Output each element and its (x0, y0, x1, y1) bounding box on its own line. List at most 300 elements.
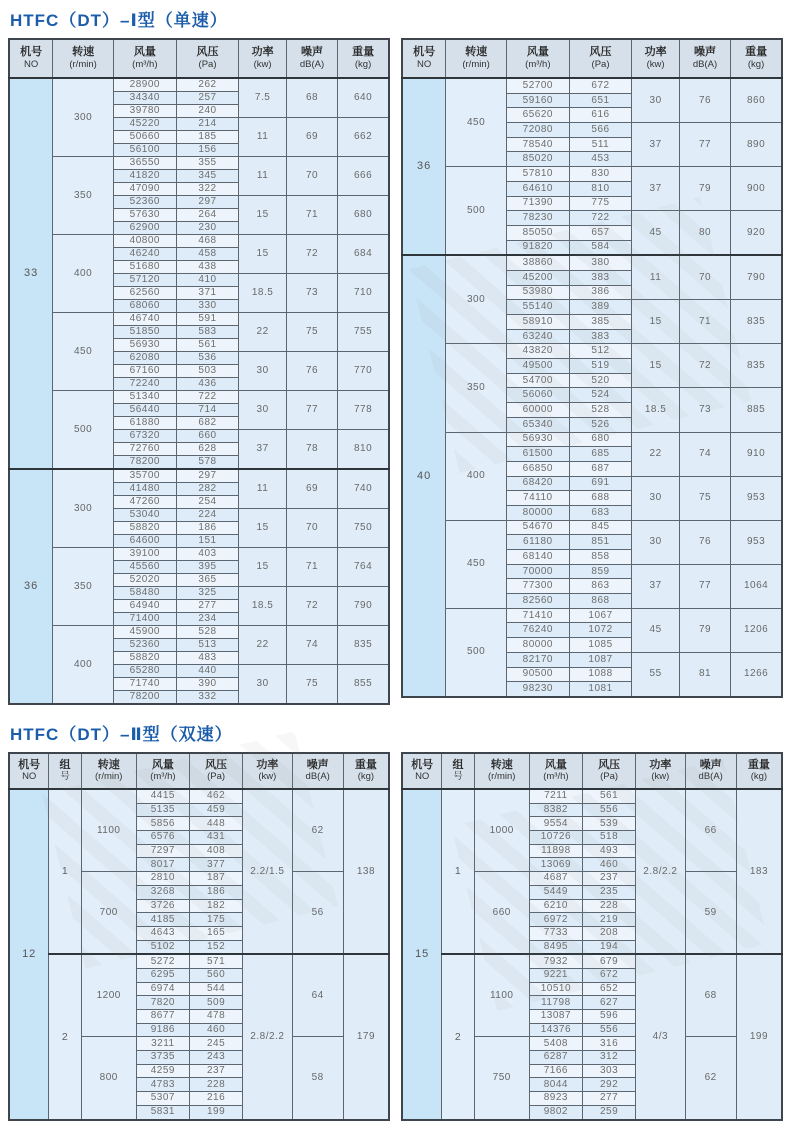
flow-cell: 45220 (113, 118, 176, 131)
column-header (9, 39, 53, 78)
column-header-name: 风压 (205, 758, 228, 771)
power-cell: 30 (632, 476, 680, 520)
noise-cell: 79 (679, 167, 730, 211)
pressure-cell: 187 (189, 872, 242, 886)
flow-cell: 53040 (113, 509, 176, 522)
column-header-name: 转速 (490, 758, 513, 771)
pressure-cell: 722 (176, 391, 239, 404)
column-header-name: 噪声 (699, 758, 722, 771)
flow-cell: 4687 (529, 872, 582, 886)
pressure-cell: 584 (569, 240, 632, 255)
pressure-cell: 228 (582, 899, 635, 913)
weight-cell: 770 (338, 352, 389, 391)
pressure-cell: 685 (569, 447, 632, 462)
noise-cell: 74 (679, 432, 730, 476)
flow-cell: 11798 (529, 996, 582, 1010)
pressure-cell: 371 (176, 287, 239, 300)
pressure-cell: 259 (582, 1105, 635, 1119)
noise-cell: 73 (286, 274, 337, 313)
double-speed-table-left (8, 752, 390, 1121)
weight-cell: 199 (736, 954, 782, 1119)
noise-cell: 76 (286, 352, 337, 391)
flow-cell: 56440 (113, 404, 176, 417)
flow-cell: 51680 (113, 261, 176, 274)
speed-cell: 450 (446, 78, 507, 167)
noise-cell: 78 (286, 430, 337, 470)
power-cell: 7.5 (239, 78, 287, 118)
table-row (402, 167, 782, 182)
pressure-cell: 627 (582, 996, 635, 1010)
pressure-cell: 679 (582, 954, 635, 968)
pressure-cell: 332 (176, 691, 239, 705)
flow-cell: 62560 (113, 287, 176, 300)
noise-cell: 73 (679, 388, 730, 432)
column-header (338, 39, 389, 78)
column-header-unit: (Pa) (198, 58, 217, 70)
noise-cell: 75 (679, 476, 730, 520)
table-row (402, 255, 782, 270)
pressure-cell: 377 (189, 858, 242, 872)
pressure-cell: 1072 (569, 623, 632, 638)
pressure-cell: 408 (189, 844, 242, 858)
pressure-cell: 165 (189, 926, 242, 940)
pressure-cell: 330 (176, 300, 239, 313)
column-header-name: 机号 (18, 758, 41, 771)
pressure-cell: 151 (176, 535, 239, 548)
flow-cell: 82560 (506, 594, 569, 609)
speed-cell: 350 (53, 548, 114, 626)
flow-cell: 5831 (136, 1105, 189, 1119)
flow-cell: 78200 (113, 456, 176, 470)
flow-cell: 45560 (113, 561, 176, 574)
flow-cell: 52360 (113, 639, 176, 652)
pressure-cell: 868 (569, 594, 632, 609)
power-cell: 18.5 (632, 388, 680, 432)
flow-cell: 91820 (506, 240, 569, 255)
pressure-cell: 1087 (569, 652, 632, 667)
pressure-cell: 403 (176, 548, 239, 561)
noise-cell: 76 (679, 520, 730, 564)
power-cell: 37 (632, 123, 680, 167)
flow-cell: 4643 (136, 926, 189, 940)
pressure-cell: 561 (582, 789, 635, 803)
column-header-unit: (Pa) (600, 771, 619, 783)
table-row (402, 789, 782, 803)
pressure-cell: 524 (569, 388, 632, 403)
column-header (113, 39, 176, 78)
speed-cell: 450 (446, 520, 507, 608)
flow-cell: 6287 (529, 1051, 582, 1065)
header-row (402, 753, 782, 789)
column-header (343, 753, 389, 789)
pressure-cell: 386 (569, 285, 632, 300)
column-header (569, 39, 632, 78)
column-header-name: 功率 (649, 758, 672, 771)
noise-cell: 81 (679, 652, 730, 697)
pressure-cell: 680 (569, 432, 632, 447)
flow-cell: 4259 (136, 1064, 189, 1078)
weight-cell: 790 (731, 255, 782, 300)
flow-cell: 7820 (136, 996, 189, 1010)
pressure-cell: 240 (176, 105, 239, 118)
weight-cell: 910 (731, 432, 782, 476)
weight-cell: 835 (731, 300, 782, 344)
power-cell: 22 (239, 626, 287, 665)
flow-cell: 65620 (506, 108, 569, 123)
pressure-cell: 303 (582, 1064, 635, 1078)
pressure-cell: 616 (569, 108, 632, 123)
speed-cell: 350 (446, 344, 507, 432)
speed-cell: 700 (81, 872, 136, 955)
flow-cell: 6295 (136, 968, 189, 982)
pressure-cell: 596 (582, 1010, 635, 1024)
column-header (9, 753, 49, 789)
flow-cell: 51340 (113, 391, 176, 404)
noise-cell: 71 (286, 196, 337, 235)
table-row (9, 626, 389, 639)
pressure-cell: 431 (189, 831, 242, 845)
flow-cell: 7733 (529, 926, 582, 940)
column-header-unit: (r/min) (462, 58, 490, 70)
column-header-unit: (kw) (646, 58, 665, 70)
flow-cell: 39780 (113, 105, 176, 118)
pressure-cell: 518 (582, 831, 635, 845)
pressure-cell: 199 (189, 1105, 242, 1119)
flow-cell: 6576 (136, 831, 189, 845)
pressure-cell: 687 (569, 461, 632, 476)
column-header-unit: (r/min) (95, 771, 123, 783)
weight-cell: 179 (343, 954, 389, 1119)
flow-cell: 56930 (113, 339, 176, 352)
flow-cell: 54700 (506, 373, 569, 388)
machine-no-cell: 33 (9, 78, 53, 469)
flow-cell: 71400 (113, 613, 176, 626)
flow-cell: 8677 (136, 1010, 189, 1024)
noise-cell: 71 (286, 548, 337, 587)
flow-cell: 68420 (506, 476, 569, 491)
flow-cell: 57630 (113, 209, 176, 222)
speed-cell: 500 (446, 608, 507, 697)
pressure-cell: 810 (569, 181, 632, 196)
weight-cell: 666 (338, 157, 389, 196)
noise-cell: 69 (286, 118, 337, 157)
pressure-cell: 325 (176, 587, 239, 600)
column-header (736, 753, 782, 789)
pressure-cell: 503 (176, 365, 239, 378)
column-header (136, 753, 189, 789)
column-header (53, 39, 114, 78)
table-row (402, 344, 782, 359)
column-header-unit: NO (23, 58, 39, 70)
column-header-name: 机号 (413, 46, 436, 59)
column-header-unit: (m³/h) (543, 771, 569, 783)
double-speed-table-right (401, 752, 783, 1121)
pressure-cell: 448 (189, 817, 242, 831)
column-header-unit: (kg) (747, 58, 765, 70)
column-header-name: 风量 (526, 46, 549, 59)
flow-cell: 28900 (113, 78, 176, 92)
pressure-cell: 845 (569, 520, 632, 535)
flow-cell: 52020 (113, 574, 176, 587)
weight-cell: 755 (338, 313, 389, 352)
flow-cell: 9802 (529, 1105, 582, 1119)
noise-cell: 62 (685, 1037, 736, 1120)
speed-cell: 750 (474, 1037, 529, 1120)
power-cell: 2.8/2.2 (243, 954, 292, 1119)
speed-cell: 500 (446, 167, 507, 256)
pressure-cell: 683 (569, 505, 632, 520)
column-header (446, 39, 507, 78)
noise-cell: 80 (679, 211, 730, 256)
power-cell: 30 (239, 391, 287, 430)
flow-cell: 59160 (506, 93, 569, 108)
pressure-cell: 591 (176, 313, 239, 326)
flow-cell: 2810 (136, 872, 189, 886)
flow-cell: 56100 (113, 144, 176, 157)
flow-cell: 98230 (506, 682, 569, 697)
flow-cell: 39100 (113, 548, 176, 561)
pressure-cell: 282 (176, 483, 239, 496)
machine-no-cell: 40 (402, 255, 446, 697)
flow-cell: 43820 (506, 344, 569, 359)
flow-cell: 67320 (113, 430, 176, 443)
flow-cell: 61180 (506, 535, 569, 550)
flow-cell: 72760 (113, 443, 176, 456)
flow-cell: 40800 (113, 235, 176, 248)
table-header (9, 753, 389, 789)
column-header (243, 753, 292, 789)
column-header (81, 753, 136, 789)
flow-cell: 57120 (113, 274, 176, 287)
pressure-cell: 175 (189, 913, 242, 927)
table-body (402, 78, 782, 697)
pressure-cell: 237 (189, 1064, 242, 1078)
noise-cell: 77 (679, 123, 730, 167)
flow-cell: 64600 (113, 535, 176, 548)
pressure-cell: 297 (176, 469, 239, 483)
pressure-cell: 519 (569, 359, 632, 374)
pressure-cell: 691 (569, 476, 632, 491)
pressure-cell: 355 (176, 157, 239, 170)
flow-cell: 80000 (506, 505, 569, 520)
double-speed-section-title: HTFC（DT）–Ⅱ型（双速） (10, 725, 233, 744)
flow-cell: 45200 (506, 270, 569, 285)
pressure-cell: 156 (176, 144, 239, 157)
pressure-cell: 851 (569, 535, 632, 550)
flow-cell: 7932 (529, 954, 582, 968)
pressure-cell: 1085 (569, 638, 632, 653)
flow-cell: 46240 (113, 248, 176, 261)
flow-cell: 7211 (529, 789, 582, 803)
weight-cell: 684 (338, 235, 389, 274)
noise-cell: 70 (286, 509, 337, 548)
flow-cell: 65280 (113, 665, 176, 678)
noise-cell: 68 (685, 954, 736, 1037)
flow-cell: 68060 (113, 300, 176, 313)
flow-cell: 4185 (136, 913, 189, 927)
table-header (402, 753, 782, 789)
flow-cell: 64610 (506, 181, 569, 196)
pressure-cell: 208 (582, 926, 635, 940)
header-row (9, 39, 389, 78)
column-header-unit: 号 (60, 771, 70, 783)
column-header-unit: (kw) (258, 771, 277, 783)
noise-cell: 79 (679, 608, 730, 652)
pressure-cell: 182 (189, 899, 242, 913)
power-cell: 18.5 (239, 587, 287, 626)
pressure-cell: 1067 (569, 608, 632, 623)
noise-cell: 76 (679, 78, 730, 123)
noise-cell: 70 (679, 255, 730, 300)
pressure-cell: 385 (569, 315, 632, 330)
power-cell: 30 (239, 665, 287, 705)
column-header (176, 39, 239, 78)
table-row (9, 157, 389, 170)
column-header-name: 组 (59, 758, 71, 771)
pressure-cell: 453 (569, 152, 632, 167)
machine-no-cell: 12 (9, 789, 49, 1120)
column-header-unit: (m³/h) (132, 58, 158, 70)
pressure-cell: 322 (176, 183, 239, 196)
pressure-cell: 1088 (569, 667, 632, 682)
column-header-unit: (kw) (651, 771, 670, 783)
weight-cell: 885 (731, 388, 782, 432)
column-header-unit: (r/min) (69, 58, 97, 70)
pressure-cell: 389 (569, 300, 632, 315)
column-header-name: 风量 (133, 46, 156, 59)
flow-cell: 55140 (506, 300, 569, 315)
table-row (402, 78, 782, 93)
flow-cell: 34340 (113, 92, 176, 105)
weight-cell: 1206 (731, 608, 782, 652)
speed-cell: 500 (53, 391, 114, 470)
pressure-cell: 722 (569, 211, 632, 226)
weight-cell: 835 (338, 626, 389, 665)
table-row (9, 548, 389, 561)
table-row (402, 608, 782, 623)
pressure-cell: 513 (176, 639, 239, 652)
pressure-cell: 436 (176, 378, 239, 391)
flow-cell: 6974 (136, 982, 189, 996)
column-header (189, 753, 242, 789)
pressure-cell: 257 (176, 92, 239, 105)
power-cell: 15 (632, 344, 680, 388)
group-no-cell: 1 (442, 789, 474, 954)
weight-cell: 920 (731, 211, 782, 256)
noise-cell: 66 (685, 789, 736, 872)
pressure-cell: 316 (582, 1037, 635, 1051)
flow-cell: 61500 (506, 447, 569, 462)
flow-cell: 8923 (529, 1092, 582, 1106)
pressure-cell: 1081 (569, 682, 632, 697)
power-cell: 55 (632, 652, 680, 697)
column-header-name: 重量 (747, 758, 770, 771)
table-body (402, 789, 782, 1120)
noise-cell: 77 (679, 564, 730, 608)
pressure-cell: 194 (582, 940, 635, 954)
column-header (529, 753, 582, 789)
weight-cell: 953 (731, 520, 782, 564)
group-no-cell: 2 (442, 954, 474, 1119)
pressure-cell: 216 (189, 1092, 242, 1106)
column-header-name: 转速 (72, 46, 95, 59)
flow-cell: 41820 (113, 170, 176, 183)
column-header-unit: (kw) (253, 58, 272, 70)
power-cell: 2.2/1.5 (243, 789, 292, 954)
noise-cell: 69 (286, 469, 337, 509)
column-header (731, 39, 782, 78)
pressure-cell: 214 (176, 118, 239, 131)
weight-cell: 710 (338, 274, 389, 313)
flow-cell: 5135 (136, 803, 189, 817)
flow-cell: 6210 (529, 899, 582, 913)
column-header (402, 39, 446, 78)
flow-cell: 51850 (113, 326, 176, 339)
machine-no-cell: 36 (9, 469, 53, 704)
column-header-name: 风量 (151, 758, 174, 771)
column-header (292, 753, 343, 789)
column-header (506, 39, 569, 78)
pressure-cell: 556 (582, 1023, 635, 1037)
power-cell: 15 (239, 235, 287, 274)
flow-cell: 58910 (506, 315, 569, 330)
power-cell: 15 (239, 548, 287, 587)
noise-cell: 68 (286, 78, 337, 118)
pressure-cell: 859 (569, 564, 632, 579)
column-header-unit: (m³/h) (150, 771, 176, 783)
column-header-unit: NO (416, 58, 432, 70)
flow-cell: 71740 (113, 678, 176, 691)
weight-cell: 890 (731, 123, 782, 167)
power-cell: 15 (239, 196, 287, 235)
header-row (402, 39, 782, 78)
pressure-cell: 483 (176, 652, 239, 665)
flow-cell: 3735 (136, 1051, 189, 1065)
pressure-cell: 224 (176, 509, 239, 522)
flow-cell: 63240 (506, 329, 569, 344)
pressure-cell: 830 (569, 167, 632, 182)
flow-cell: 67160 (113, 365, 176, 378)
pressure-cell: 660 (176, 430, 239, 443)
speed-cell: 1200 (81, 954, 136, 1037)
table-row (9, 469, 389, 483)
column-header (632, 39, 680, 78)
pressure-cell: 571 (189, 954, 242, 968)
flow-cell: 8017 (136, 858, 189, 872)
flow-cell: 47090 (113, 183, 176, 196)
flow-cell: 54670 (506, 520, 569, 535)
flow-cell: 14376 (529, 1023, 582, 1037)
speed-cell: 1100 (474, 954, 529, 1037)
group-no-cell: 2 (49, 954, 81, 1119)
pressure-cell: 539 (582, 817, 635, 831)
column-header-name: 噪声 (694, 46, 716, 59)
flow-cell: 62080 (113, 352, 176, 365)
pressure-cell: 383 (569, 329, 632, 344)
pressure-cell: 583 (176, 326, 239, 339)
flow-cell: 82170 (506, 652, 569, 667)
flow-cell: 56060 (506, 388, 569, 403)
power-cell: 15 (239, 509, 287, 548)
weight-cell: 640 (338, 78, 389, 118)
pressure-cell: 219 (582, 913, 635, 927)
column-header (402, 753, 442, 789)
pressure-cell: 228 (189, 1078, 242, 1092)
flow-cell: 58820 (113, 652, 176, 665)
speed-cell: 660 (474, 872, 529, 955)
flow-cell: 52360 (113, 196, 176, 209)
single-speed-table-left (8, 38, 390, 705)
